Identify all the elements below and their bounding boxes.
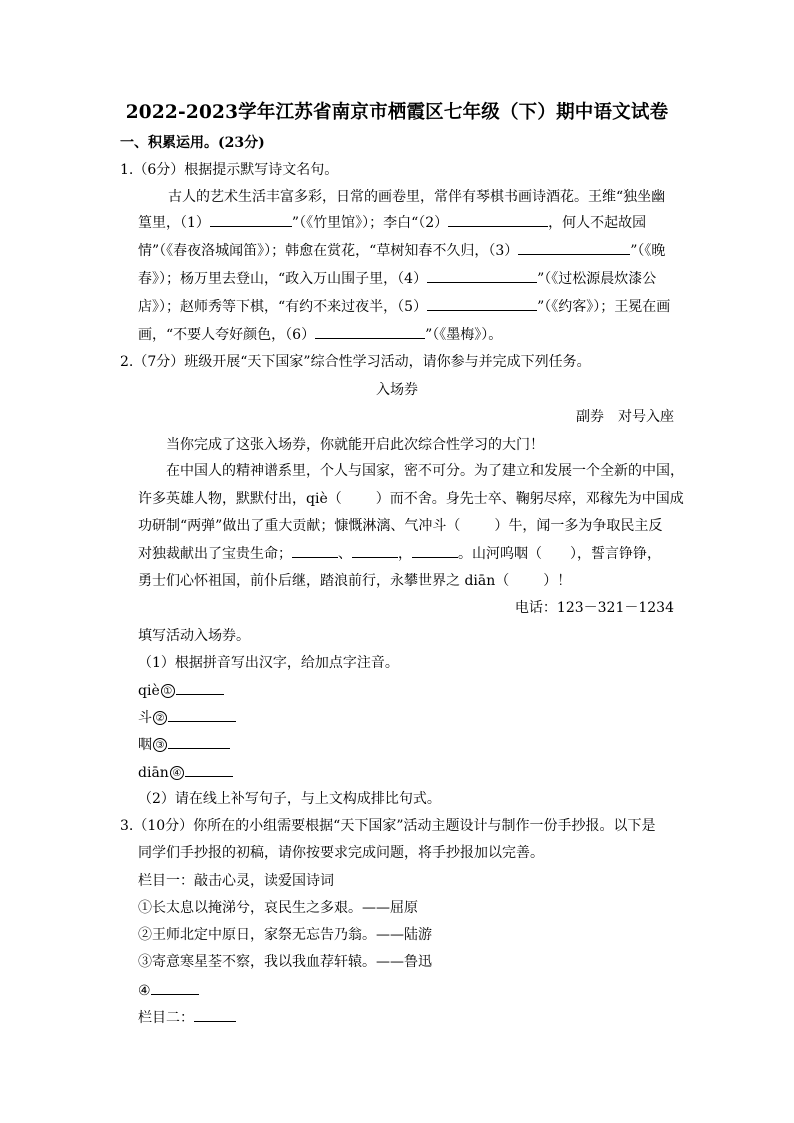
- ticket-text: 许多英雄人物，默默付出，qiè（ ）而不舍。身先士卒、鞠躬尽瘁，邓稼先为中国成: [138, 491, 684, 507]
- q3-stem: 同学们手抄报的初稿，请你按要求完成问题，将手抄报加以完善。: [138, 845, 544, 861]
- answer-blank[interactable]: [292, 543, 338, 558]
- q2-stem: 2.（7分）班级开展“天下国家”综合性学习活动，请你参与并完成下列任务。: [120, 354, 591, 370]
- answer-blank[interactable]: [352, 543, 398, 558]
- answer-blank[interactable]: [427, 268, 537, 283]
- q1-line: 店》）；赵师秀等下棋，“有约不来过夜半，（5） ”（《约客》）；王冕在画: [138, 296, 670, 317]
- page-title: 2022-2023学年江苏省南京市栖霞区七年级（下）期中语文试卷: [125, 102, 669, 123]
- answer-item: 咽 ③: [138, 734, 230, 755]
- section-heading: 一、积累运用。(23分): [120, 135, 265, 151]
- column-title: 栏目二：: [138, 1007, 236, 1028]
- answer-item: diān ④: [138, 762, 233, 783]
- ticket-text: 当你完成了这张入场券，你就能开启此次综合性学习的大门！: [166, 437, 544, 453]
- answer-item: 斗 ②: [138, 707, 236, 728]
- answer-blank[interactable]: [412, 543, 458, 558]
- answer-blank[interactable]: [168, 734, 230, 749]
- q1-line: 篁里，（1） ”（《竹里馆》）；李白“（2） ，何人不起故园: [138, 212, 646, 233]
- answer-blank[interactable]: [176, 680, 224, 695]
- answer-blank[interactable]: [185, 762, 233, 777]
- answer-blank[interactable]: [168, 707, 236, 722]
- ticket-text: 功研制“两弹”做出了重大贡献；慷慨淋漓、气冲斗（ ）牛，闻一多为争取民主反: [138, 518, 663, 534]
- answer-blank[interactable]: [427, 296, 537, 311]
- answer-blank[interactable]: [210, 212, 292, 227]
- circled-number: ②: [153, 711, 167, 725]
- poem-line: ③寄意寒星荃不察，我以我血荐轩辕。——鲁迅: [138, 954, 432, 970]
- answer-blank[interactable]: [151, 980, 199, 995]
- subquestion: （2）请在线上补写句子，与上文构成排比句式。: [138, 791, 441, 807]
- circled-number: ④: [170, 766, 184, 780]
- q1-line: 画，“不要人夸好颜色，（6） ”（《墨梅》）。: [138, 324, 502, 345]
- q1-line: 情”（《春夜洛城闻笛》）；韩愈在赏花，“草树知春不久归，（3） ”（《晚: [138, 240, 665, 261]
- ticket-title: 入场券: [376, 382, 418, 398]
- q3-stem: 3.（10分）你所在的小组需要根据“天下国家”活动主题设计与制作一份手抄报。以下是: [120, 818, 656, 834]
- poem-line: ①长太息以掩涕兮，哀民生之多艰。——屈原: [138, 900, 418, 916]
- ticket-text: 对独裁献出了宝贵生命； 、 ， 。山河呜咽（ ），誓言铮铮，: [138, 543, 661, 564]
- column-title: 栏目一：敲击心灵，读爱国诗词: [138, 873, 334, 889]
- task-text: 填写活动入场券。: [138, 628, 250, 644]
- ticket-phone: 电话：123－321－1234: [514, 600, 674, 616]
- answer-item: qiè ①: [138, 680, 224, 701]
- ticket-text: 在中国人的精神谱系里，个人与国家，密不可分。为了建立和发展一个全新的中国，: [166, 463, 684, 479]
- subquestion: （1）根据拼音写出汉字，给加点字注音。: [138, 655, 399, 671]
- answer-blank[interactable]: [448, 212, 548, 227]
- q1-line: 古人的艺术生活丰富多彩，日常的画卷里，常伴有琴棋书画诗酒花。王维“独坐幽: [168, 189, 666, 205]
- q1-stem: 1.（6分）根据提示默写诗文名句。: [120, 162, 339, 178]
- q1-line: 春》）；杨万里去登山，“政入万山围子里，（4） ”（《过松源晨炊漆公: [138, 268, 656, 289]
- ticket-text: 勇士们心怀祖国，前仆后继，踏浪前行，永攀世界之 diān（ ）！: [138, 573, 572, 589]
- answer-blank[interactable]: [315, 324, 425, 339]
- answer-blank[interactable]: [194, 1007, 236, 1022]
- answer-blank[interactable]: [518, 240, 630, 255]
- poem-line: ②王师北定中原日，家祭无忘告乃翁。——陆游: [138, 927, 432, 943]
- ticket-sub: 副券 对号入座: [576, 409, 674, 425]
- circled-number: ③: [153, 738, 167, 752]
- circled-number: ①: [161, 684, 175, 698]
- poem-line: ④: [138, 980, 199, 1001]
